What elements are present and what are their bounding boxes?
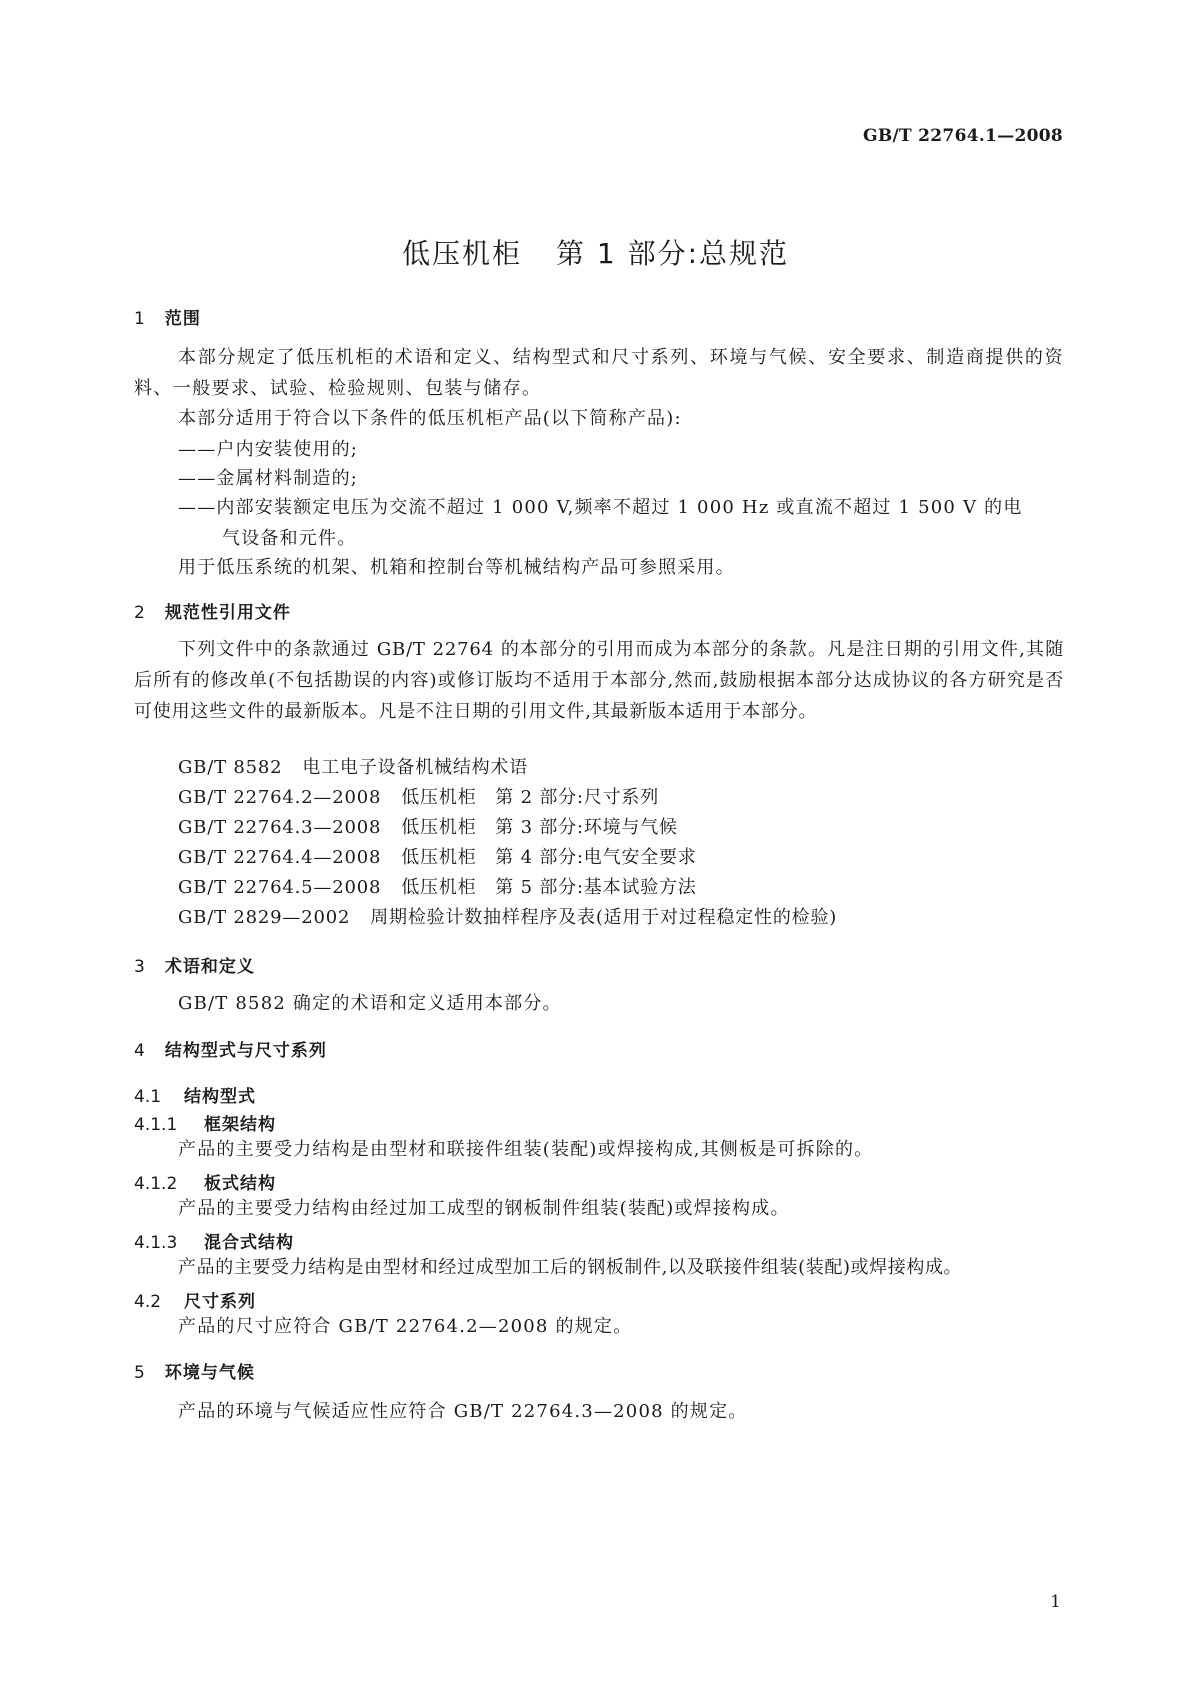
subsection-title: 尺寸系列 xyxy=(184,1292,256,1312)
reference-code: GB/T 2829—2002 xyxy=(178,907,351,928)
subsection-4-1-3-heading xyxy=(134,1228,294,1253)
section-3-heading xyxy=(134,952,255,977)
reference-code: GB/T 22764.2—2008 xyxy=(178,787,382,808)
subsection-number: 4.1.2 xyxy=(134,1174,178,1194)
sec1-paragraph-scope: 本部分规定了低压机柜的术语和定义、结构型式和尺寸系列、环境与气候、安全要求、制造商提供的资料、一般要求、试验、检验规则、包装与储存。 xyxy=(134,347,1064,399)
dash-item-line-1: ——内部安装额定电压为交流不超过 1 000 V,频率不超过 1 000 Hz 或直流不超过 1 500 V 的电 xyxy=(178,497,1023,518)
section-4-heading xyxy=(134,1036,327,1061)
sec5-paragraph: 产品的环境与气候适应性应符合 GB/T 22764.3—2008 的规定。 xyxy=(178,1401,748,1422)
reference-item xyxy=(178,812,678,843)
standard-number: GB/T 22764.1—2008 xyxy=(863,126,1063,146)
subsection-4-1-1-heading xyxy=(134,1110,276,1135)
reference-code: GB/T 22764.3—2008 xyxy=(178,817,382,838)
reference-name: 电工电子设备机械结构术语 xyxy=(302,757,529,778)
reference-name: 低压机柜 第 4 部分:电气安全要求 xyxy=(401,847,697,868)
subsection-number: 4.1.3 xyxy=(134,1233,178,1253)
reference-name: 低压机柜 第 5 部分:基本试验方法 xyxy=(401,877,697,898)
sec2-paragraph-normative: 下列文件中的条款通过 GB/T 22764 的本部分的引用而成为本部分的条款。凡是注日期的引用文件,其随后所有的修改单(不包括勘误的内容)或修订版均不适用于本部分,然而,鼓励根据本部分达成协议的各方研究是否可使用这些文件的最新版本。凡是不注日期的引用文件,其最新版本适用于本部分。 xyxy=(134,639,1064,722)
section-2-heading xyxy=(134,598,291,623)
subsection-4-2-text: 产品的尺寸应符合 GB/T 22764.2—2008 的规定。 xyxy=(178,1316,633,1337)
subsection-title: 混合式结构 xyxy=(204,1233,294,1253)
reference-name: 低压机柜 第 3 部分:环境与气候 xyxy=(401,817,678,838)
subsection-title: 结构型式 xyxy=(184,1087,256,1107)
sec1-dash-item-voltage xyxy=(178,492,1064,554)
subsection-number: 4.1 xyxy=(134,1087,162,1107)
reference-item xyxy=(178,842,697,873)
dash-item-line-2: 气设备和元件。 xyxy=(222,528,357,549)
section-number: 1 xyxy=(134,309,145,329)
subsection-4-1-2-text: 产品的主要受力结构由经过加工成型的钢板制件组装(装配)或焊接构成。 xyxy=(178,1198,790,1219)
sec1-dash-item-metal: ——金属材料制造的; xyxy=(178,468,359,489)
subsection-title: 板式结构 xyxy=(204,1174,276,1194)
title-part: 第 1 部分:总规范 xyxy=(555,237,790,270)
section-number: 4 xyxy=(134,1041,145,1061)
subsection-4-1-heading xyxy=(134,1082,256,1107)
subsection-4-1-2-heading xyxy=(134,1169,276,1194)
reference-code: GB/T 22764.5—2008 xyxy=(178,877,382,898)
section-title: 环境与气候 xyxy=(164,1363,255,1383)
section-title: 术语和定义 xyxy=(164,957,255,977)
sec1-dash-item-indoor: ——户内安装使用的; xyxy=(178,439,359,460)
reference-code: GB/T 22764.4—2008 xyxy=(178,847,382,868)
subsection-4-1-1-text: 产品的主要受力结构是由型材和联接件组装(装配)或焊接构成,其侧板是可拆除的。 xyxy=(178,1139,874,1160)
title-main: 低压机柜 xyxy=(401,237,522,270)
document-title xyxy=(0,232,1191,272)
section-number: 5 xyxy=(134,1363,145,1383)
page-number: 1 xyxy=(1050,1592,1061,1612)
sec1-paragraph-applicability: 本部分适用于符合以下条件的低压机柜产品(以下简称产品): xyxy=(178,408,682,429)
reference-item xyxy=(178,782,659,813)
section-title: 规范性引用文件 xyxy=(164,603,291,623)
reference-item xyxy=(178,902,837,933)
reference-name: 周期检验计数抽样程序及表(适用于对过程稳定性的检验) xyxy=(370,907,838,928)
subsection-number: 4.1.1 xyxy=(134,1115,178,1135)
section-number: 3 xyxy=(134,957,145,977)
subsection-title: 框架结构 xyxy=(204,1115,276,1135)
section-number: 2 xyxy=(134,603,145,623)
section-title: 结构型式与尺寸系列 xyxy=(164,1041,327,1061)
section-1-heading xyxy=(134,304,201,329)
reference-code: GB/T 8582 xyxy=(178,757,283,778)
sec3-paragraph: GB/T 8582 确定的术语和定义适用本部分。 xyxy=(178,993,562,1014)
reference-item xyxy=(178,872,697,903)
subsection-4-1-3-text: 产品的主要受力结构是由型材和经过成型加工后的钢板制件,以及联接件组装(装配)或焊接构成。 xyxy=(178,1257,963,1278)
reference-item xyxy=(178,752,528,783)
reference-name: 低压机柜 第 2 部分:尺寸系列 xyxy=(401,787,660,808)
subsection-4-2-heading xyxy=(134,1287,256,1312)
section-5-heading xyxy=(134,1358,255,1383)
subsection-number: 4.2 xyxy=(134,1292,162,1312)
section-title: 范围 xyxy=(164,309,201,329)
sec1-paragraph-reference: 用于低压系统的机架、机箱和控制台等机械结构产品可参照采用。 xyxy=(178,557,735,578)
